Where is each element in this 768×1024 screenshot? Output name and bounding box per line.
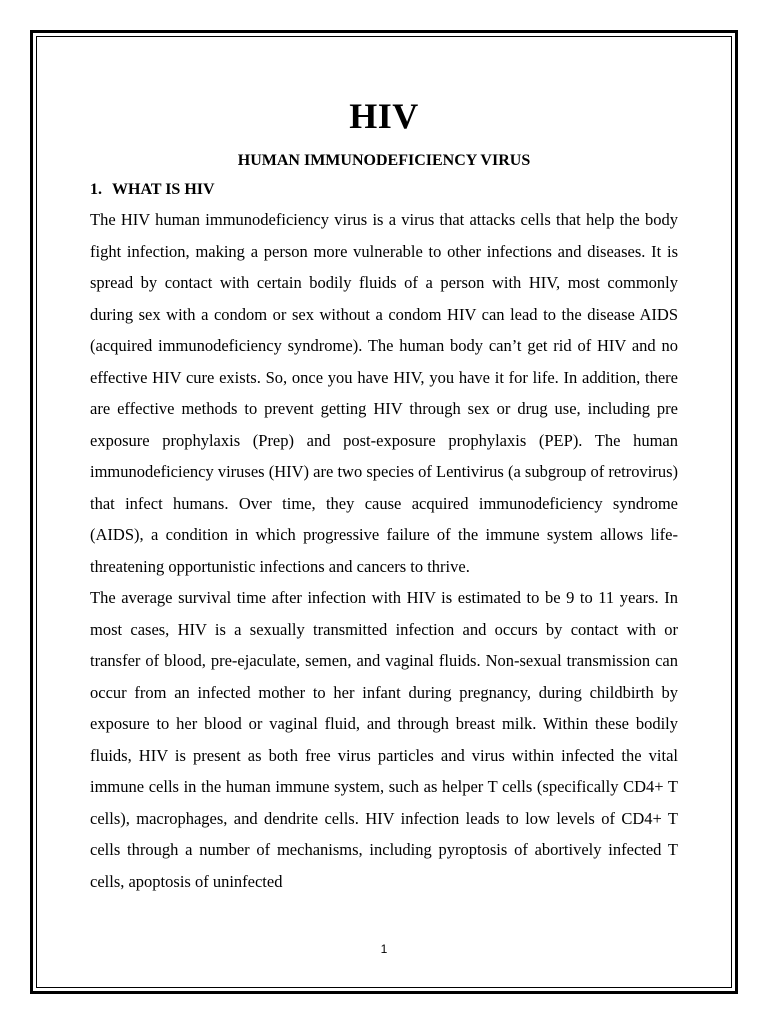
section-number: 1. [90,181,102,198]
paragraph-1: The HIV human immunodeficiency virus is a virus that attacks cells that help the body fight infection, making a person more vulnerable to other infections and diseases. It is spread by contact with certain bodily fluids of a person with HIV, most commonly during sex with a condom or sex without a condom HIV can lead to the disease AIDS (acquired immunodeficiency syndrome). The human body can’t get rid of HIV and no effective HIV cure exists. So, once you have HIV, you have it for life. In addition, there are effective methods to prevent getting HIV through sex or drug use, including pre exposure prophylaxis (Prep) and post-exposure prophylaxis (PEP). The human immunodeficiency viruses (HIV) are two species of Lentivirus (a subgroup of retrovirus) that infect humans. Over time, they cause acquired immunodeficiency syndrome (AIDS), a condition in which progressive failure of the immune system allows life-threatening opportunistic infections and cancers to thrive. [90,210,678,576]
document-title: HIV [349,96,419,136]
section-heading [90,176,678,204]
page-content [90,90,678,897]
document-subtitle: HUMAN IMMUNODEFICIENCY VIRUS [237,152,531,169]
section-heading-text: WHAT IS HIV [112,181,215,198]
paragraph-2: The average survival time after infection with HIV is estimated to be 9 to 11 years. In most cases, HIV is a sexually transmitted infection and occurs by contact with or transfer of blood, pre-ejaculate, semen, and vaginal fluids. Non-sexual transmission can occur from an infected mother to her infant during pregnancy, during childbirth by exposure to her blood or vaginal fluid, and through breast milk. Within these bodily fluids, HIV is present as both free virus particles and virus within infected the vital immune cells in the human immune system, such as helper T cells (specifically CD4+ T cells), macrophages, and dendrite cells. HIV infection leads to low levels of CD4+ T cells through a number of mechanisms, including pyroptosis of abortively infected T cells, apoptosis of uninfected [90,588,678,891]
page-number: 1 [380,942,388,956]
